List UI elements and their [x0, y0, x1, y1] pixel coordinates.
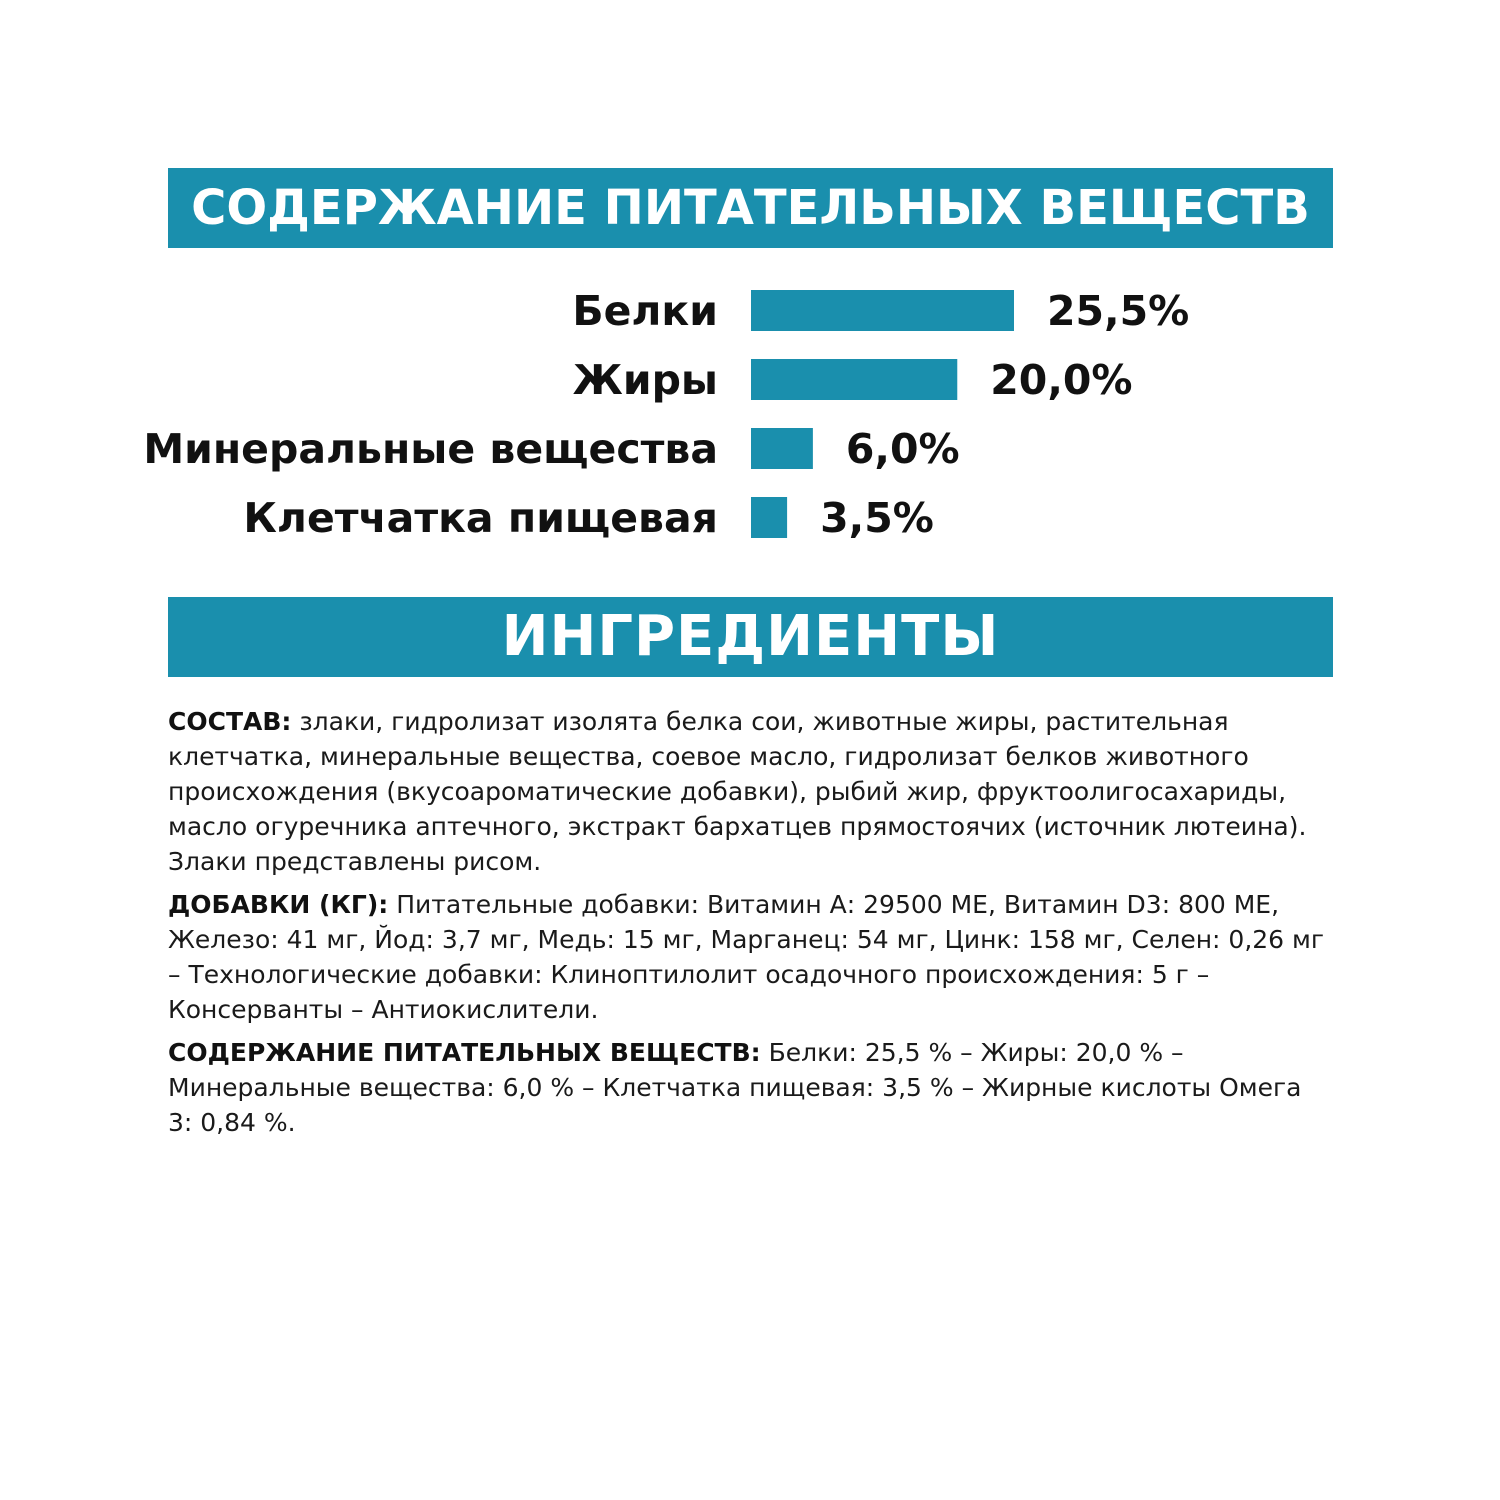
composition-text: злаки, гидролизат изолята белка сои, животные жиры, растительная клетчатка, минеральные вещества, соевое масло, гидролизат белков животного происхождения (вкусоароматические добавки), рыбий жир, фруктоолигосахариды, масло огуречника аптечного, экстракт бархатцев прямостоячих (источник лютеина). Злаки представлены рисом.: [168, 707, 1307, 876]
nutrients-paragraph: [168, 1035, 1333, 1140]
value-label: 6,0%: [845, 425, 960, 473]
additives-label: ДОБАВКИ (КГ):: [168, 890, 389, 919]
ingredients-text-block: [168, 704, 1333, 1148]
category-label: Белки: [572, 287, 718, 335]
value-label: 25,5%: [1047, 287, 1190, 335]
bar: [751, 359, 957, 400]
bar: [751, 497, 787, 538]
composition-paragraph: [168, 704, 1333, 879]
category-label: Минеральные вещества: [143, 425, 718, 473]
nutrients-heading: СОДЕРЖАНИЕ ПИТАТЕЛЬНЫХ ВЕЩЕСТВ: [168, 168, 1333, 248]
additives-text: Питательные добавки: Витамин А: 29500 МЕ, Витамин D3: 800 МЕ, Железо: 41 мг, Йод: 3,7 мг, Медь: 15 мг, Марганец: 54 мг, Цинк: 158 мг, Селен: 0,26 мг – Технологические добавки: Клиноптилолит осадочного происхождения: 5 г – Консерванты – Антиокислители.: [168, 890, 1325, 1024]
bar: [751, 428, 813, 469]
nutrients-text: Белки: 25,5 % – Жиры: 20,0 % – Минеральные вещества: 6,0 % – Клетчатка пищевая: 3,5 % – Жирные кислоты Омега 3: 0,84 %.: [168, 1038, 1302, 1137]
category-label: Клетчатка пищевая: [243, 494, 718, 542]
composition-label: СОСТАВ:: [168, 707, 292, 736]
ingredients-heading: ИНГРЕДИЕНТЫ: [168, 597, 1333, 677]
bar: [751, 290, 1014, 331]
nutrients-label: СОДЕРЖАНИЕ ПИТАТЕЛЬНЫХ ВЕЩЕСТВ:: [168, 1038, 761, 1067]
value-label: 3,5%: [820, 494, 934, 542]
additives-paragraph: [168, 887, 1333, 1027]
category-label: Жиры: [572, 356, 718, 404]
value-label: 20,0%: [990, 356, 1133, 404]
